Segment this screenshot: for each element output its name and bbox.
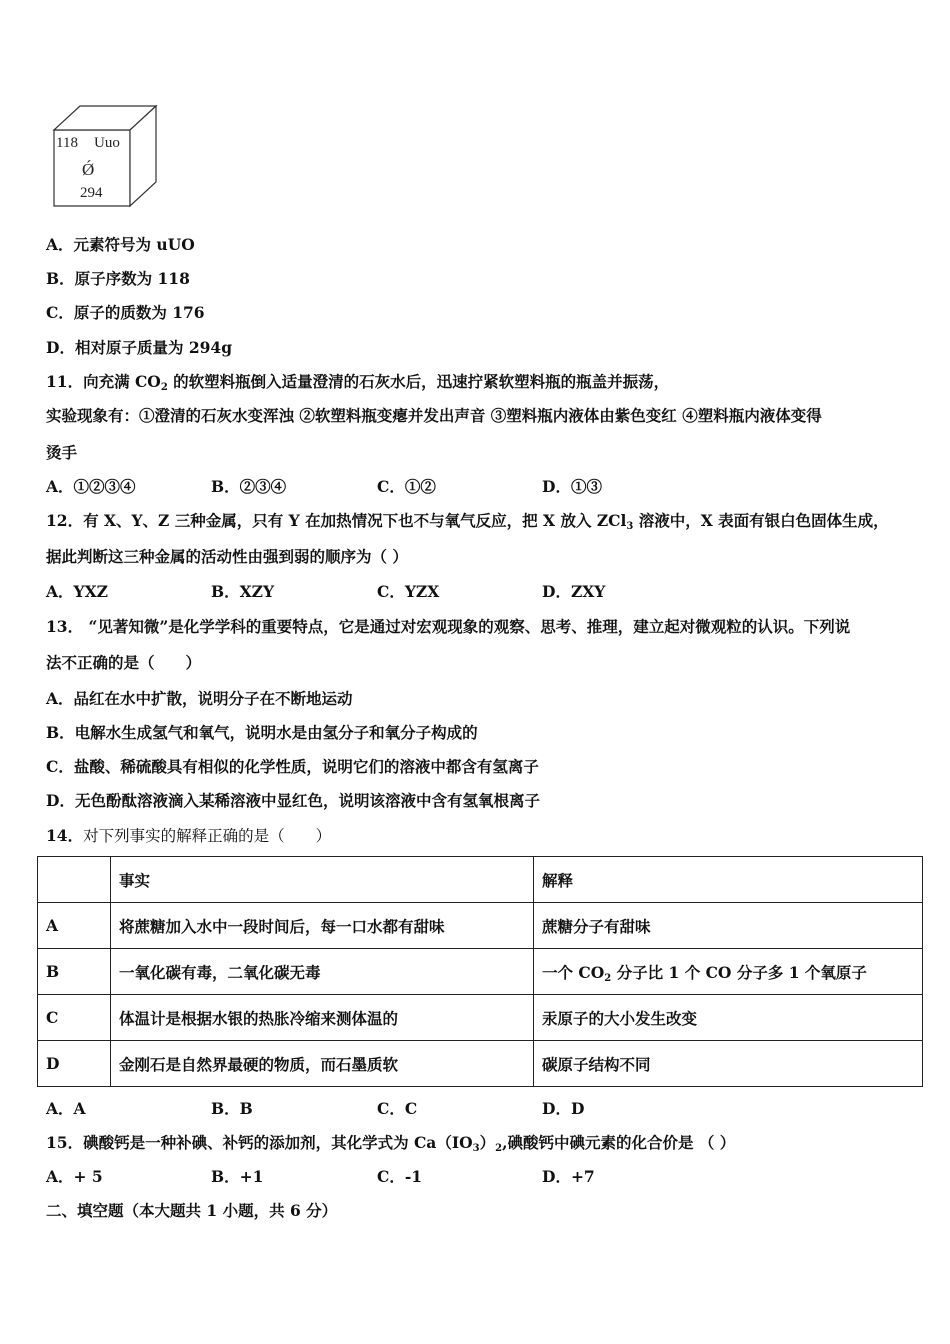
table-row — [38, 995, 923, 1041]
q11-stem-post: 的软塑料瓶倒入适量澄清的石灰水后，迅速拧紧软塑料瓶的瓶盖并振荡， — [167, 372, 670, 391]
q15-stem-post: ,碘酸钙中碘元素的化合价是 （ ） — [502, 1133, 736, 1152]
row-explain: 蔗糖分子有甜味 — [534, 903, 923, 949]
q15-stem — [46, 1133, 735, 1153]
row-explain-post: 分子比 1 个 CO 分子多 1 个氧原子 — [611, 962, 867, 982]
q13-option-c: C．盐酸、稀硫酸具有相似的化学性质，说明它们的溶液中都含有氢离子 — [46, 757, 539, 776]
row-explain-pre: 一个 CO — [542, 962, 605, 982]
q11-option-c: C．①② — [377, 477, 436, 496]
q12-option-b: B．XZY — [211, 582, 275, 601]
q11-stem-line1 — [46, 372, 669, 392]
q15-stem-pre: 15．碘酸钙是一种补碘、补钙的添加剂，其化学式为 Ca（IO — [46, 1133, 473, 1152]
table-header-row — [38, 857, 923, 903]
q14-option-a: A．A — [46, 1099, 86, 1118]
q14-stem — [46, 826, 331, 846]
q13-option-b: B．电解水生成氢气和氧气，说明水是由氢分子和氧分子构成的 — [46, 723, 478, 742]
table-header-cell — [38, 857, 111, 903]
q10-option-d: D．相对原子质量为 294g — [46, 338, 233, 357]
element-card — [52, 104, 158, 208]
q14-option-b: B．B — [211, 1099, 253, 1118]
row-label: A — [38, 903, 111, 949]
q11-option-a: A．①②③④ — [46, 477, 136, 496]
q10-option-a: A．元素符号为 uUO — [46, 235, 195, 254]
q15-stem-mid: ） — [479, 1133, 496, 1152]
q14-table — [37, 856, 923, 1087]
q14-option-d: D．D — [542, 1099, 585, 1118]
q11-stem-pre: 11．向充满 CO — [46, 372, 161, 391]
q11-stem-sub: 2 — [160, 382, 168, 393]
q12-option-a: A．YXZ — [46, 582, 108, 601]
q13-stem-line1: 13． “见著知微”是化学学科的重要特点，它是通过对宏观现象的观察、思考、推理，建立起对微观粒的认识。下列说 — [46, 617, 851, 636]
row-fact: 一氧化碳有毒，二氧化碳无毒 — [111, 949, 534, 995]
q14-stem-text: 对下列事实的解释正确的是（ ） — [83, 827, 332, 845]
q15-option-a: A．+ 5 — [46, 1167, 103, 1186]
q15-option-b: B．+1 — [211, 1167, 264, 1186]
q15-option-c: C．-1 — [377, 1167, 423, 1186]
q14-number: 14． — [46, 826, 84, 845]
row-explain: 碳原子结构不同 — [534, 1041, 923, 1087]
table-header-cell: 解释 — [534, 857, 923, 903]
q13-stem-line2: 法不正确的是（ ） — [46, 653, 202, 672]
row-explain: 汞原子的大小发生改变 — [534, 995, 923, 1041]
q15-option-d: D．+7 — [542, 1167, 595, 1186]
element-box-icon — [52, 104, 158, 208]
q12-stem-line2: 据此判断这三种金属的活动性由强到弱的顺序为（ ） — [46, 547, 408, 566]
q13-option-a: A．品红在水中扩散，说明分子在不断地运动 — [46, 689, 353, 708]
element-number: 118 — [56, 135, 78, 151]
row-label: D — [38, 1041, 111, 1087]
table-row — [38, 903, 923, 949]
row-explain — [534, 949, 923, 995]
q11-option-b: B．②③④ — [211, 477, 287, 496]
q12-stem-pre: 12．有 X、Y、Z 三种金属，只有 Y 在加热情况下也不与氧气反应，把 X 放入 ZCl — [46, 511, 627, 530]
q11-option-d: D．①③ — [542, 477, 602, 496]
table-row — [38, 1041, 923, 1087]
table-row — [38, 949, 923, 995]
q12-stem-line1 — [46, 511, 889, 531]
q12-option-c: C．YZX — [377, 582, 440, 601]
table-header-cell: 事实 — [111, 857, 534, 903]
row-label: B — [38, 949, 111, 995]
q13-option-d: D．无色酚酞溶液滴入某稀溶液中显红色，说明该溶液中含有氢氧根离子 — [46, 791, 540, 810]
q11-stem-line3: 烫手 — [46, 443, 78, 462]
q10-option-b: B．原子序数为 118 — [46, 269, 190, 288]
q15-stem-sub1: 3 — [472, 1143, 480, 1154]
q12-option-d: D．ZXY — [542, 582, 606, 601]
q12-stem-sub: 3 — [626, 521, 634, 532]
q11-stem-line2: 实验现象有：①澄清的石灰水变浑浊 ②软塑料瓶变瘪并发出声音 ③塑料瓶内液体由紫色变红 ④塑料瓶内液体变得 — [46, 406, 822, 425]
row-fact: 体温计是根据水银的热胀冷缩来测体温的 — [111, 995, 534, 1041]
q15-stem-sub2: 2 — [495, 1143, 503, 1154]
element-name: Ǿ — [82, 160, 95, 179]
q12-stem-post: 溶液中，X 表面有银白色固体生成， — [633, 511, 889, 530]
section-title: 二、填空题（本大题共 1 小题，共 6 分） — [46, 1201, 338, 1220]
q10-option-c: C．原子的质数为 176 — [46, 303, 205, 322]
element-mass: 294 — [80, 185, 103, 201]
q14-option-c: C．C — [377, 1099, 418, 1118]
row-fact: 将蔗糖加入水中一段时间后，每一口水都有甜味 — [111, 903, 534, 949]
element-symbol: Uuo — [94, 135, 120, 151]
row-explain-sub: 2 — [604, 972, 612, 984]
row-fact: 金刚石是自然界最硬的物质，而石墨质软 — [111, 1041, 534, 1087]
row-label: C — [38, 995, 111, 1041]
